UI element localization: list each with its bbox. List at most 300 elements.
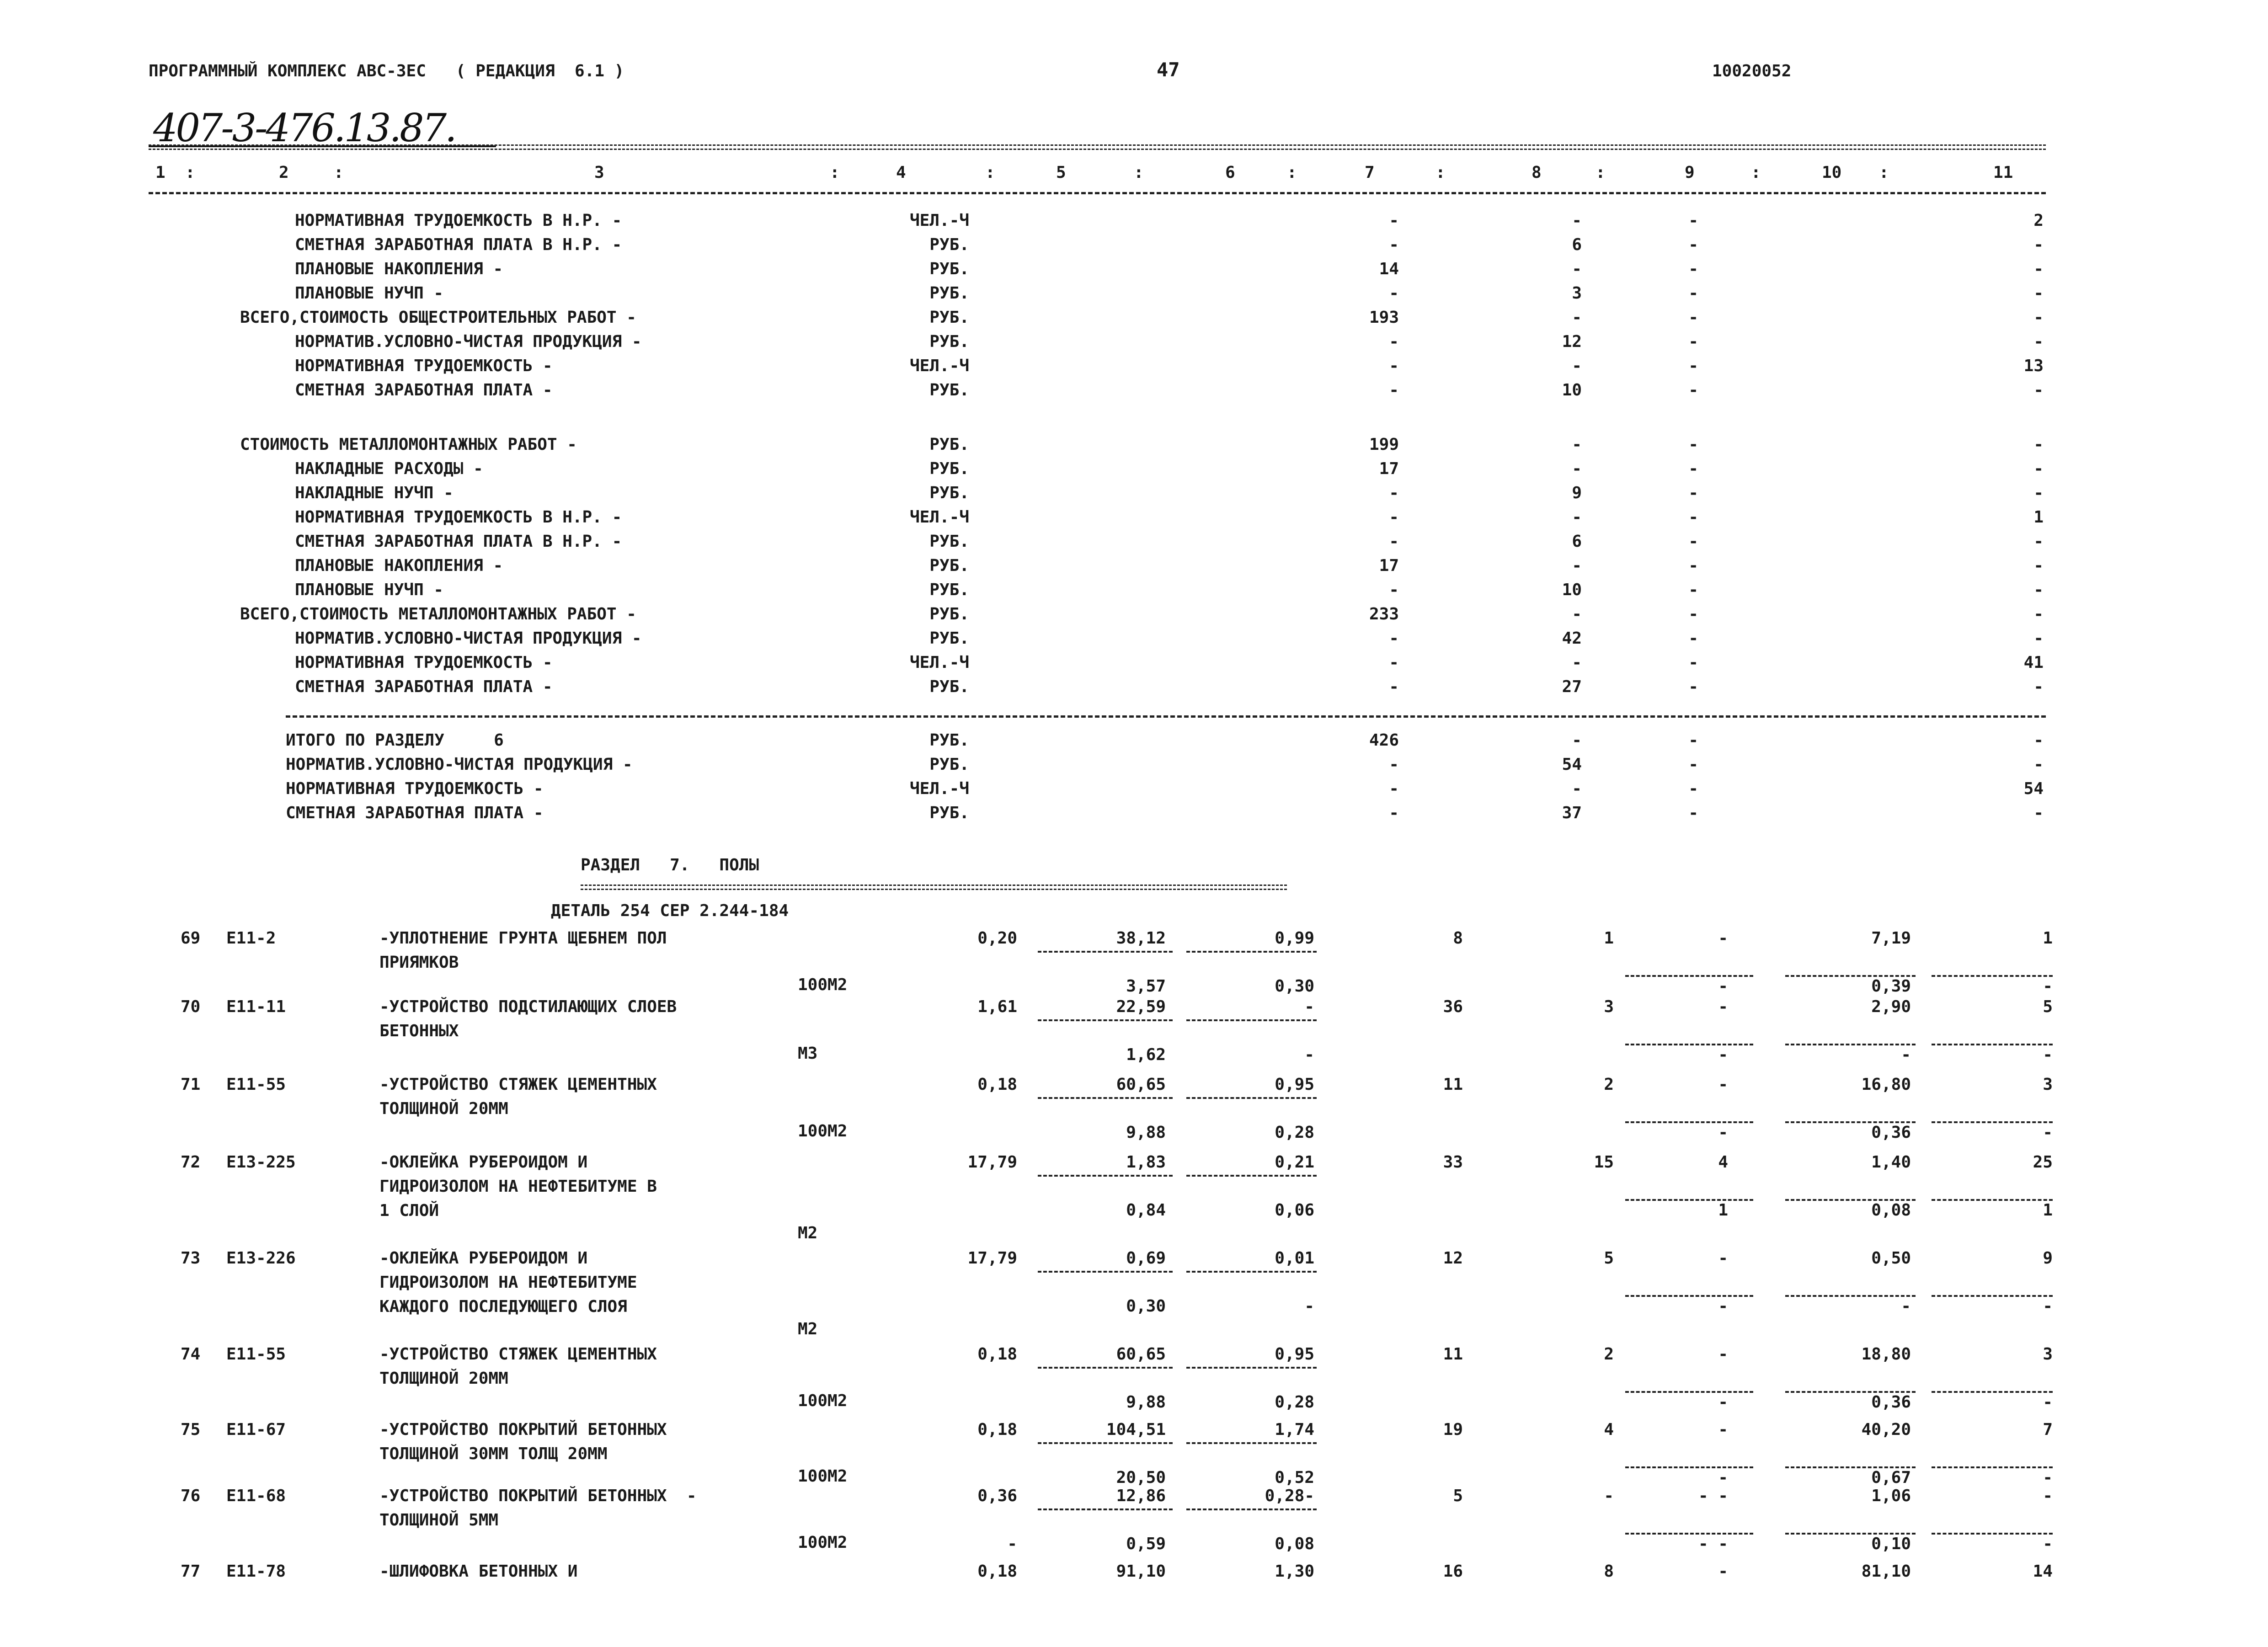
item-col9: - [1718, 1420, 1728, 1439]
column-header-cell: 6 [1225, 163, 1235, 182]
metal-summary-row-col11: - [2033, 677, 2044, 696]
item-col10-sub: - [1901, 1297, 1911, 1316]
item-col10-sub: 0,67 [1871, 1468, 1911, 1487]
item-col10: 81,10 [1861, 1562, 1911, 1581]
item-col9-sub: 1 [1718, 1201, 1728, 1220]
metal-summary-row-unit: РУБ. [929, 435, 969, 454]
totals-row-unit: ЧЕЛ.-Ч [909, 779, 969, 798]
summary-row-col9: - [1688, 211, 1698, 230]
item-col11-sub: - [2043, 1123, 2053, 1142]
summary-row-col9: - [1688, 235, 1698, 254]
summary-row-col7: - [1389, 357, 1399, 375]
summary-row-label: ВСЕГО,СТОИМОСТЬ ОБЩЕСТРОИТЕЛЬНЫХ РАБОТ - [240, 308, 636, 327]
item-col11-sub: - [2043, 1045, 2053, 1064]
item-col9: - [1718, 997, 1728, 1016]
metal-summary-row-col9: - [1688, 459, 1698, 478]
column-header-border [149, 192, 2046, 194]
item-code: Е11-78 [226, 1562, 286, 1581]
item-cost-separator [1932, 1295, 2053, 1297]
metal-summary-row-col7: - [1389, 484, 1399, 502]
column-header-cell: 2 [279, 163, 289, 182]
column-header-cell: 3 [594, 163, 604, 182]
item-unit: 100М2 [798, 975, 848, 994]
item-col10: 40,20 [1861, 1420, 1911, 1439]
metal-summary-row-col8: - [1572, 435, 1582, 454]
summary-row-unit: РУБ. [929, 284, 969, 303]
metal-summary-row-col9: - [1688, 581, 1698, 599]
column-header-cell: : [1436, 163, 1446, 182]
item-cost-separator [1932, 1391, 2053, 1393]
item-col11: 3 [2043, 1345, 2053, 1364]
metal-summary-row-col7: 17 [1379, 556, 1399, 575]
metal-summary-row-label: НОРМАТИВНАЯ ТРУДОЕМКОСТЬ В Н.Р. - [295, 508, 622, 527]
summary-row-col7: - [1389, 332, 1399, 351]
item-col10-sub: 0,08 [1871, 1201, 1911, 1220]
item-cost-separator [1038, 1367, 1173, 1369]
metal-summary-row-col9: - [1688, 556, 1698, 575]
column-header-cell: : [1134, 163, 1144, 182]
metal-summary-row-label: ПЛАНОВЫЕ НАКОПЛЕНИЯ - [295, 556, 503, 575]
item-cost-separator [1038, 1508, 1173, 1510]
item-quantity: 0,18 [977, 1420, 1017, 1439]
item-col9-sub: - [1718, 977, 1728, 996]
item-description: -УСТРОЙСТВО СТЯЖЕК ЦЕМЕНТНЫХ [379, 1345, 657, 1364]
item-col6: 0,99 [1275, 929, 1314, 948]
column-header-cell: 10 [1822, 163, 1842, 182]
item-col6-sub: - [1304, 1297, 1314, 1316]
item-col5: 91,10 [1116, 1562, 1166, 1581]
summary-row-col11: - [2033, 381, 2044, 400]
item-unit: М2 [798, 1224, 818, 1242]
item-cost-separator [1932, 1533, 2053, 1535]
item-col6-sub: 0,06 [1275, 1201, 1314, 1220]
metal-summary-row-col7: - [1389, 629, 1399, 648]
summary-row-col7: - [1389, 235, 1399, 254]
metal-summary-row-col8: - [1572, 653, 1582, 672]
summary-row-unit: РУБ. [929, 260, 969, 278]
item-cost-separator [1625, 975, 1753, 977]
metal-summary-row-label: СТОИМОСТЬ МЕТАЛЛОМОНТАЖНЫХ РАБОТ - [240, 435, 577, 454]
item-col11: 14 [2033, 1562, 2053, 1581]
section-underline [581, 885, 1287, 890]
item-quantity: 0,18 [977, 1562, 1017, 1581]
item-number: 77 [181, 1562, 201, 1581]
item-col9-sub: - [1718, 1468, 1728, 1487]
item-col10-sub: 0,39 [1871, 977, 1911, 996]
item-description: -ОКЛЕЙКА РУБЕРОИДОМ И [379, 1153, 588, 1172]
summary-row-unit: РУБ. [929, 381, 969, 400]
summary-row-col8: 10 [1562, 381, 1582, 400]
item-cost-separator [1038, 951, 1173, 953]
metal-summary-row-unit: РУБ. [929, 629, 969, 648]
column-header-cell: : [830, 163, 840, 182]
item-col11-sub: - [2043, 1535, 2053, 1553]
summary-row-col7: - [1389, 381, 1399, 400]
summary-row-col8: - [1572, 260, 1582, 278]
summary-row-col7: - [1389, 284, 1399, 303]
item-number: 69 [181, 929, 201, 948]
metal-summary-row-label: ВСЕГО,СТОИМОСТЬ МЕТАЛЛОМОНТАЖНЫХ РАБОТ - [240, 605, 636, 624]
item-cost-separator [1186, 951, 1317, 953]
summary-row-unit: РУБ. [929, 308, 969, 327]
metal-summary-row-col11: - [2033, 581, 2044, 599]
summary-row-col8: - [1572, 211, 1582, 230]
metal-summary-row-unit: РУБ. [929, 556, 969, 575]
item-cost-separator [1625, 1044, 1753, 1045]
summary-row-unit: РУБ. [929, 332, 969, 351]
metal-summary-row-col8: 6 [1572, 532, 1582, 551]
column-header-cell: : [1596, 163, 1606, 182]
item-col9-sub: - [1718, 1045, 1728, 1064]
summary-row-col9: - [1688, 332, 1698, 351]
item-description: -УПЛОТНЕНИЕ ГРУНТА ЩЕБНЕМ ПОЛ [379, 929, 667, 948]
item-col7: 16 [1443, 1562, 1463, 1581]
item-quantity: 0,36 [977, 1487, 1017, 1505]
summary-row-col8: - [1572, 357, 1582, 375]
totals-row-unit: РУБ. [929, 804, 969, 822]
metal-summary-row-col11: 41 [2023, 653, 2044, 672]
item-description: КАЖДОГО ПОСЛЕДУЮЩЕГО СЛОЯ [379, 1297, 627, 1316]
item-cost-separator [1038, 1097, 1173, 1099]
item-description: -ОКЛЕЙКА РУБЕРОИДОМ И [379, 1249, 588, 1268]
item-description: ТОЛЩИНОЙ 5ММ [379, 1511, 499, 1530]
item-col11: - [2043, 1487, 2053, 1505]
item-col6-sub: 0,30 [1275, 977, 1314, 996]
totals-row-unit: РУБ. [929, 755, 969, 774]
item-col11-sub: - [2043, 1297, 2053, 1316]
item-col7: 12 [1443, 1249, 1463, 1268]
item-col8: 5 [1604, 1249, 1614, 1268]
item-col8: 2 [1604, 1345, 1614, 1364]
totals-row-col9: - [1688, 804, 1698, 822]
totals-row-col11: - [2033, 755, 2044, 774]
item-cost-separator [1932, 1466, 2053, 1468]
metal-summary-row-label: НАКЛАДНЫЕ РАСХОДЫ - [295, 459, 483, 478]
item-col5-sub: 0,59 [1126, 1535, 1166, 1553]
metal-summary-row-label: ПЛАНОВЫЕ НУЧП - [295, 581, 444, 599]
item-code: Е11-2 [226, 929, 276, 948]
item-col11: 3 [2043, 1075, 2053, 1094]
summary-row-col9: - [1688, 381, 1698, 400]
item-unit: 100М2 [798, 1533, 848, 1552]
handwritten-project-number: 407-3-476.13.87. [153, 106, 455, 150]
item-cost-separator [1186, 1019, 1317, 1021]
item-col9-sub: - [1718, 1123, 1728, 1142]
metal-summary-row-col11: - [2033, 484, 2044, 502]
totals-row-col7: - [1389, 755, 1399, 774]
summary-row-col7: 193 [1369, 308, 1399, 327]
detail-title: ДЕТАЛЬ 254 СЕР 2.244-184 [551, 901, 789, 920]
item-description: -УСТРОЙСТВО ПОКРЫТИЙ БЕТОННЫХ [379, 1420, 667, 1439]
item-col5: 60,65 [1116, 1345, 1166, 1364]
summary-row-label: ПЛАНОВЫЕ НАКОПЛЕНИЯ - [295, 260, 503, 278]
totals-row-col11: - [2033, 731, 2044, 750]
item-col6: 1,74 [1275, 1420, 1314, 1439]
item-col5-sub: 20,50 [1116, 1468, 1166, 1487]
metal-summary-row-col8: - [1572, 508, 1582, 527]
metal-summary-row-col8: - [1572, 459, 1582, 478]
item-col6-sub: 0,28 [1275, 1123, 1314, 1142]
summary-row-col8: 6 [1572, 235, 1582, 254]
summary-row-col9: - [1688, 357, 1698, 375]
item-col5: 60,65 [1116, 1075, 1166, 1094]
item-col11: 9 [2043, 1249, 2053, 1268]
item-col8: 4 [1604, 1420, 1614, 1439]
metal-summary-row-unit: РУБ. [929, 532, 969, 551]
totals-row-col9: - [1688, 779, 1698, 798]
totals-row-col8: 54 [1562, 755, 1582, 774]
item-cost-separator [1932, 1199, 2053, 1201]
metal-summary-row-col7: - [1389, 581, 1399, 599]
item-col8: 3 [1604, 997, 1614, 1016]
summary-row-col11: - [2033, 260, 2044, 278]
totals-row-col9: - [1688, 731, 1698, 750]
totals-row-col9: - [1688, 755, 1698, 774]
program-title: ПРОГРАММНЫЙ КОМПЛЕКС АВС-3ЕС ( РЕДАКЦИЯ 6.1 ) [149, 62, 624, 80]
item-col11: 7 [2043, 1420, 2053, 1439]
item-description: -УСТРОЙСТВО ПОКРЫТИЙ БЕТОННЫХ - [379, 1487, 697, 1505]
metal-summary-row-unit: РУБ. [929, 605, 969, 624]
metal-summary-row-col7: 233 [1369, 605, 1399, 624]
item-col10-sub: - [1901, 1045, 1911, 1064]
item-col11-sub: 1 [2043, 1201, 2053, 1220]
column-header-cell: : [185, 163, 195, 182]
document-code: 10020052 [1712, 62, 1792, 80]
item-cost-separator [1625, 1466, 1753, 1468]
metal-summary-row-col7: - [1389, 532, 1399, 551]
metal-summary-row-unit: РУБ. [929, 459, 969, 478]
item-col10: 1,06 [1871, 1487, 1911, 1505]
item-cost-separator [1785, 1044, 1916, 1045]
item-cost-separator [1625, 1199, 1753, 1201]
summary-row-col7: 14 [1379, 260, 1399, 278]
item-col5: 1,83 [1126, 1153, 1166, 1172]
item-col6: 0,01 [1275, 1249, 1314, 1268]
item-col8: 15 [1594, 1153, 1614, 1172]
summary-row-col9: - [1688, 284, 1698, 303]
item-col11: 5 [2043, 997, 2053, 1016]
summary-row-col11: - [2033, 284, 2044, 303]
item-col5-sub: 9,88 [1126, 1123, 1166, 1142]
summary-row-col7: - [1389, 211, 1399, 230]
metal-summary-row-label: СМЕТНАЯ ЗАРАБОТНАЯ ПЛАТА В Н.Р. - [295, 532, 622, 551]
metal-summary-row-label: НОРМАТИВНАЯ ТРУДОЕМКОСТЬ - [295, 653, 553, 672]
item-col10: 1,40 [1871, 1153, 1911, 1172]
item-number: 76 [181, 1487, 201, 1505]
item-code: Е11-11 [226, 997, 286, 1016]
metal-summary-row-col9: - [1688, 484, 1698, 502]
metal-summary-row-unit: РУБ. [929, 484, 969, 502]
item-cost-separator [1186, 1097, 1317, 1099]
item-col6-sub: 0,52 [1275, 1468, 1314, 1487]
item-col5: 104,51 [1106, 1420, 1166, 1439]
metal-summary-row-col8: - [1572, 605, 1582, 624]
item-description: ПРИЯМКОВ [379, 953, 459, 972]
column-header-cell: 1 [155, 163, 165, 182]
item-cost-separator [1785, 1295, 1916, 1297]
item-col6-sub: - [1304, 1045, 1314, 1064]
metal-summary-row-col11: - [2033, 459, 2044, 478]
metal-summary-row-col9: - [1688, 605, 1698, 624]
item-unit: М3 [798, 1044, 818, 1063]
metal-summary-row-col8: 27 [1562, 677, 1582, 696]
item-number: 74 [181, 1345, 201, 1364]
item-col7: 11 [1443, 1075, 1463, 1094]
summary-row-col8: - [1572, 308, 1582, 327]
item-description: БЕТОННЫХ [379, 1022, 459, 1040]
item-col5-sub: 0,84 [1126, 1201, 1166, 1220]
item-col9: - [1718, 1249, 1728, 1268]
totals-row-label: ИТОГО ПО РАЗДЕЛУ 6 [286, 731, 504, 750]
item-cost-separator [1038, 1442, 1173, 1444]
column-header-cell: 8 [1532, 163, 1542, 182]
column-header-cell: 5 [1056, 163, 1066, 182]
metal-summary-row-col11: - [2033, 629, 2044, 648]
metal-summary-row-col11: - [2033, 435, 2044, 454]
column-header-cell: 11 [1993, 163, 2013, 182]
item-number: 73 [181, 1249, 201, 1268]
metal-summary-row-col9: - [1688, 435, 1698, 454]
item-quantity: 0,18 [977, 1345, 1017, 1364]
item-col7: 19 [1443, 1420, 1463, 1439]
metal-summary-row-label: СМЕТНАЯ ЗАРАБОТНАЯ ПЛАТА - [295, 677, 553, 696]
column-header-cell: 4 [896, 163, 906, 182]
summary-row-col11: 13 [2023, 357, 2044, 375]
item-description: 1 СЛОЙ [379, 1201, 439, 1220]
item-cost-separator [1625, 1121, 1753, 1123]
item-cost-separator [1186, 1367, 1317, 1369]
column-header-cell: : [1751, 163, 1761, 182]
item-col7: 11 [1443, 1345, 1463, 1364]
item-number: 71 [181, 1075, 201, 1094]
metal-summary-row-col8: - [1572, 556, 1582, 575]
metal-summary-row-unit: ЧЕЛ.-Ч [909, 508, 969, 527]
summary-row-col9: - [1688, 308, 1698, 327]
column-header-cell: 9 [1685, 163, 1695, 182]
summary-row-label: СМЕТНАЯ ЗАРАБОТНАЯ ПЛАТА В Н.Р. - [295, 235, 622, 254]
item-col7: 5 [1453, 1487, 1463, 1505]
item-col11: 25 [2033, 1153, 2053, 1172]
item-number: 72 [181, 1153, 201, 1172]
column-header-cell: 7 [1365, 163, 1375, 182]
totals-row-label: НОРМАТИВНАЯ ТРУДОЕМКОСТЬ - [286, 779, 544, 798]
item-quantity: 17,79 [967, 1153, 1017, 1172]
totals-row-col8: 37 [1562, 804, 1582, 822]
item-unit: 100М2 [798, 1391, 848, 1410]
item-col10: 18,80 [1861, 1345, 1911, 1364]
item-quantity: 1,61 [977, 997, 1017, 1016]
item-col5-sub: 1,62 [1126, 1045, 1166, 1064]
metal-summary-row-col8: 42 [1562, 629, 1582, 648]
item-col5-sub: 0,30 [1126, 1297, 1166, 1316]
item-number: 70 [181, 997, 201, 1016]
item-col6: - [1304, 997, 1314, 1016]
item-cost-separator [1625, 1295, 1753, 1297]
totals-row-col8: - [1572, 779, 1582, 798]
summary-row-col8: 12 [1562, 332, 1582, 351]
summary-row-label: НОРМАТИВНАЯ ТРУДОЕМКОСТЬ В Н.Р. - [295, 211, 622, 230]
metal-summary-row-col9: - [1688, 629, 1698, 648]
item-code: Е13-226 [226, 1249, 296, 1268]
totals-row-col7: 426 [1369, 731, 1399, 750]
column-header-cell: : [1879, 163, 1889, 182]
item-col5: 22,59 [1116, 997, 1166, 1016]
summary-row-label: ПЛАНОВЫЕ НУЧП - [295, 284, 444, 303]
item-col5-sub: 3,57 [1126, 977, 1166, 996]
summary-row-col11: - [2033, 235, 2044, 254]
item-col10: 2,90 [1871, 997, 1911, 1016]
summary-row-col9: - [1688, 260, 1698, 278]
item-col5: 0,69 [1126, 1249, 1166, 1268]
metal-summary-row-col7: - [1389, 653, 1399, 672]
item-cost-separator [1038, 1271, 1173, 1273]
metal-summary-row-col7: 17 [1379, 459, 1399, 478]
item-col11-sub: - [2043, 977, 2053, 996]
metal-summary-row-col8: 9 [1572, 484, 1582, 502]
item-description: -УСТРОЙСТВО СТЯЖЕК ЦЕМЕНТНЫХ [379, 1075, 657, 1094]
item-col10-sub: 0,36 [1871, 1123, 1911, 1142]
item-col9-sub: - [1718, 1297, 1728, 1316]
summary-row-col11: - [2033, 332, 2044, 351]
metal-summary-row-unit: РУБ. [929, 677, 969, 696]
item-description: -УСТРОЙСТВО ПОДСТИЛАЮЩИХ СЛОЕВ [379, 997, 677, 1016]
item-col6: 0,95 [1275, 1075, 1314, 1094]
summary-row-label: НОРМАТИВ.УСЛОВНО-ЧИСТАЯ ПРОДУКЦИЯ - [295, 332, 642, 351]
item-col10: 0,50 [1871, 1249, 1911, 1268]
totals-row-col7: - [1389, 804, 1399, 822]
item-col6-sub: 0,08 [1275, 1535, 1314, 1553]
item-unit: 100М2 [798, 1467, 848, 1486]
totals-row-col11: 54 [2023, 779, 2044, 798]
summary-row-col8: 3 [1572, 284, 1582, 303]
item-col10: 7,19 [1871, 929, 1911, 948]
metal-summary-row-unit: ЧЕЛ.-Ч [909, 653, 969, 672]
metal-summary-row-col7: - [1389, 677, 1399, 696]
item-cost-separator [1038, 1019, 1173, 1021]
item-cost-separator [1625, 1391, 1753, 1393]
totals-row-col8: - [1572, 731, 1582, 750]
metal-summary-row-col11: - [2033, 556, 2044, 575]
item-cost-separator [1186, 1271, 1317, 1273]
metal-summary-row-col9: - [1688, 532, 1698, 551]
item-col9-sub: - - [1698, 1535, 1728, 1553]
column-header-cell: : [985, 163, 995, 182]
metal-summary-row-unit: РУБ. [929, 581, 969, 599]
item-col10-sub: 0,36 [1871, 1393, 1911, 1412]
totals-separator [286, 715, 2046, 718]
item-description: ТОЛЩИНОЙ 20ММ [379, 1099, 508, 1118]
item-code: Е11-68 [226, 1487, 286, 1505]
item-col7: 33 [1443, 1153, 1463, 1172]
item-col6: 0,28- [1265, 1487, 1314, 1505]
metal-summary-row-col9: - [1688, 677, 1698, 696]
metal-summary-row-label: НАКЛАДНЫЕ НУЧП - [295, 484, 454, 502]
item-col11: 1 [2043, 929, 2053, 948]
item-cost-separator [1932, 975, 2053, 977]
item-cost-separator [1932, 1044, 2053, 1045]
item-description: ТОЛЩИНОЙ 20ММ [379, 1369, 508, 1388]
item-unit: М2 [798, 1320, 818, 1338]
item-cost-separator [1186, 1508, 1317, 1510]
page-number: 47 [1157, 59, 1180, 81]
metal-summary-row-col8: 10 [1562, 581, 1582, 599]
item-col7: 8 [1453, 929, 1463, 948]
item-col6: 1,30 [1275, 1562, 1314, 1581]
item-col8: - [1604, 1487, 1614, 1505]
summary-row-label: СМЕТНАЯ ЗАРАБОТНАЯ ПЛАТА - [295, 381, 553, 400]
column-header-cell: : [1287, 163, 1297, 182]
column-header-cell: : [334, 163, 344, 182]
